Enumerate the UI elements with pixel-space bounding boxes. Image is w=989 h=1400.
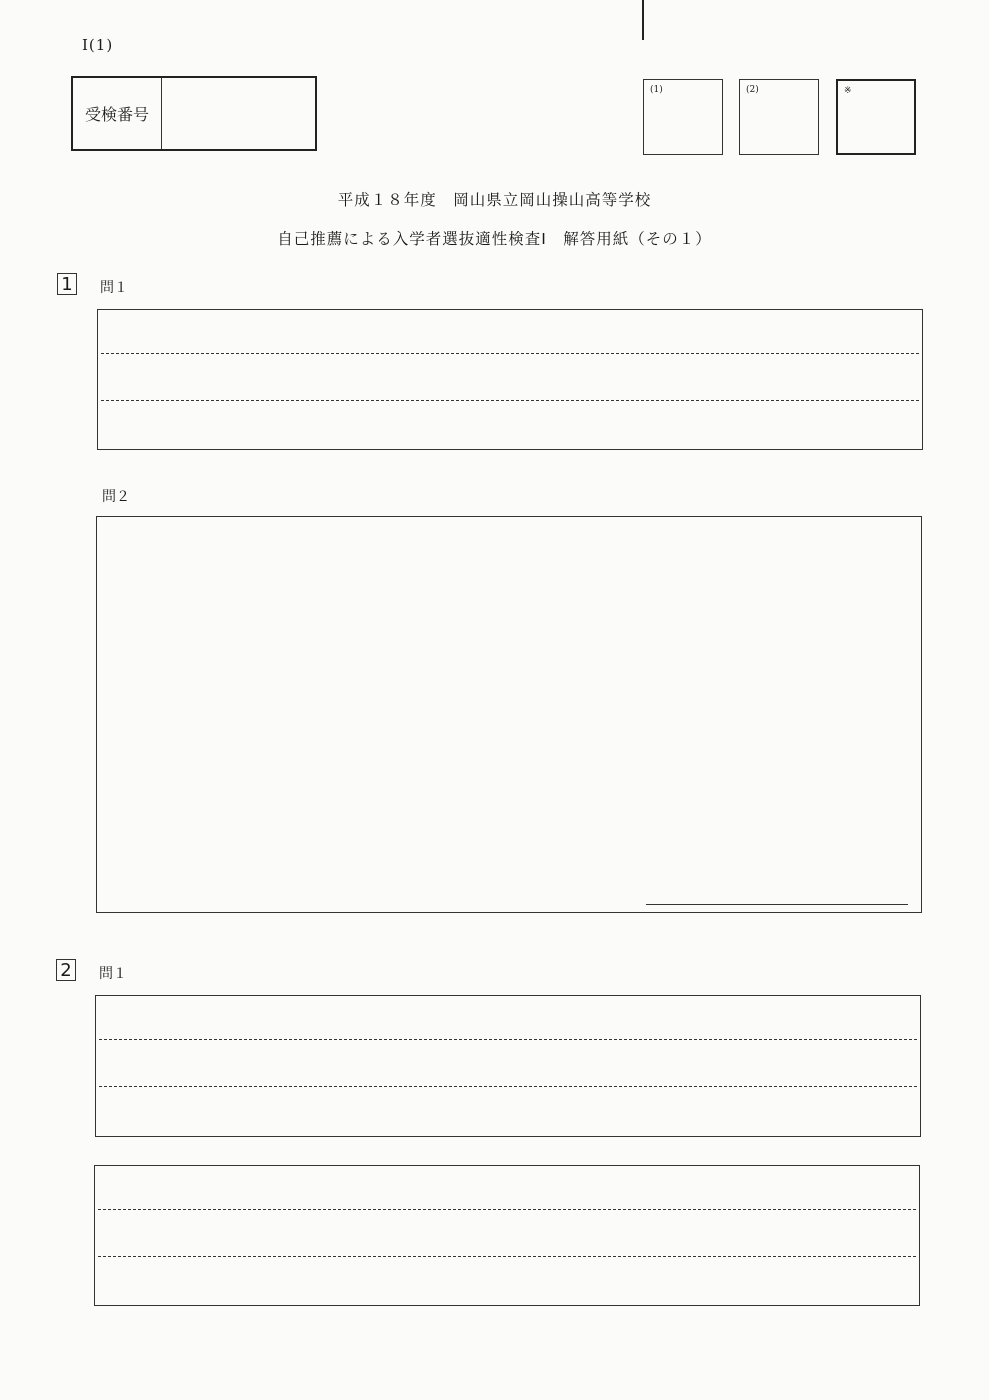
answer-box-2-1a[interactable] bbox=[95, 995, 921, 1137]
question-label-2-1: 問１ bbox=[99, 966, 127, 982]
exam-number-input[interactable] bbox=[162, 78, 315, 149]
score-box-1[interactable] bbox=[643, 79, 723, 155]
answer-box-1-2[interactable] bbox=[96, 516, 922, 913]
exam-number-box bbox=[71, 76, 317, 151]
score-box-2[interactable] bbox=[739, 79, 819, 155]
score-box-label: (1) bbox=[650, 85, 663, 95]
answer-guide-line bbox=[98, 1256, 916, 1257]
answer-guide-line bbox=[99, 1086, 917, 1087]
section-number-1: 1 bbox=[57, 273, 77, 295]
score-box-total[interactable] bbox=[836, 79, 916, 155]
score-box-label: ※ bbox=[844, 86, 852, 96]
answer-guide-line bbox=[99, 1039, 917, 1040]
title-line-2: 自己推薦による入学者選抜適性検査Ⅰ 解答用紙（その１） bbox=[277, 230, 712, 248]
question-label-1-2: 問２ bbox=[102, 489, 130, 505]
answer-end-line bbox=[646, 904, 908, 905]
answer-box-1-1[interactable] bbox=[97, 309, 923, 450]
score-box-label: (2) bbox=[746, 85, 759, 95]
sheet-label: Ⅰ(1) bbox=[82, 36, 114, 54]
top-divider-line bbox=[642, 0, 644, 40]
answer-box-2-1b[interactable] bbox=[94, 1165, 920, 1306]
answer-guide-line bbox=[101, 400, 919, 401]
answer-guide-line bbox=[98, 1209, 916, 1210]
answer-guide-line bbox=[101, 353, 919, 354]
section-number-2: 2 bbox=[56, 959, 76, 981]
question-label-1-1: 問１ bbox=[100, 280, 128, 296]
exam-number-label: 受検番号 bbox=[73, 78, 162, 149]
title-line-1: 平成１８年度 岡山県立岡山操山高等学校 bbox=[337, 191, 652, 209]
